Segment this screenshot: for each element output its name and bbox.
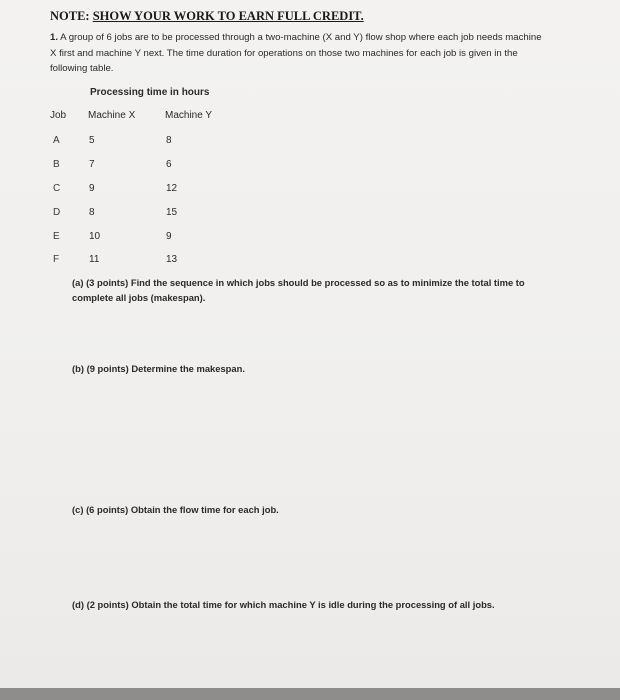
question-1-prompt [50,30,550,77]
note-prefix: NOTE: [50,9,93,23]
part-c-prompt: (c) (6 points) Obtain the flow time for each job. [72,504,279,515]
part-b-prompt: (b) (9 points) Determine the makespan. [72,363,245,374]
note-emphasis: SHOW YOUR WORK TO EARN FULL CREDIT. [92,9,364,23]
job-cell: B [53,159,60,170]
machine-y-cell: 9 [166,231,172,242]
job-cell: F [53,254,60,265]
machine-x-cell: 5 [89,135,95,146]
header-machine-x: Machine X [88,110,136,121]
job-cell: E [53,231,60,242]
job-cell: A [53,135,60,146]
machine-y-cell: 15 [166,207,178,218]
question-text: A group of 6 jobs are to be processed through a two-machine (X and Y) flow shop where each job needs machine X first and machine Y next. The time duration for operations on those two machines for each job is given in the following table. [50,32,542,74]
machine-y-cell: 12 [166,183,178,194]
header-machine-y: Machine Y [165,110,213,121]
header-job: Job [50,110,67,121]
job-cell: C [53,183,61,194]
job-cell: D [53,207,61,218]
table-title: Processing time in hours [90,87,210,98]
machine-y-cell: 8 [166,135,172,146]
note-heading [50,9,364,24]
machine-y-cell: 6 [166,159,172,170]
question-number: 1. [50,32,59,43]
machine-x-cell: 7 [89,159,95,170]
machine-x-cell: 8 [89,207,95,218]
part-a-prompt: (a) (3 points) Find the sequence in which jobs should be processed so as to minimize the total time to complete all jobs (makespan). [72,277,525,303]
part-d-prompt: (d) (2 points) Obtain the total time for which machine Y is idle during the processing of all jobs. [72,599,495,610]
machine-y-cell: 13 [166,254,178,265]
machine-x-cell: 9 [89,183,95,194]
machine-x-cell: 11 [89,254,100,265]
machine-x-cell: 10 [89,231,101,242]
background-strip [0,688,620,700]
